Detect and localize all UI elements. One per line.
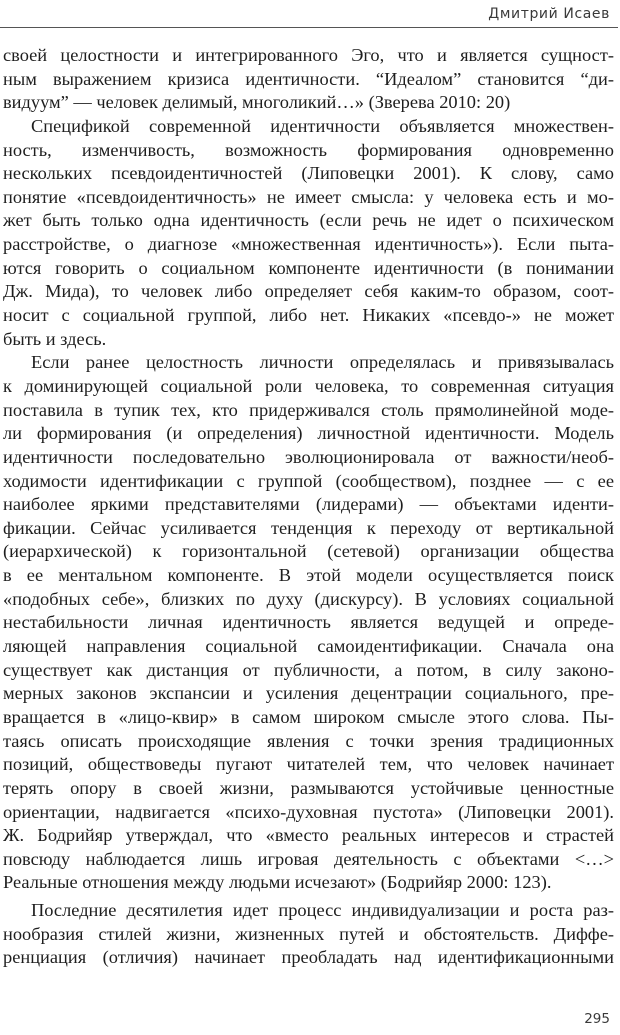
page-number: 295 [584,1011,610,1027]
text-line: Последние десятилетия идет процесс индивидуализации и роста раз- [31,900,614,921]
text-line: быть и здесь. [3,328,107,349]
text-line: в ее ментальном компоненте. В этой модели осуществляется поиск [3,565,614,586]
header-rule [0,27,618,28]
text-line: расстройстве, о диагнозе «множественная идентичность»). Если пыта- [3,234,614,255]
text-line: ренциация (отличия) начинает преобладать над идентификационными [3,947,614,968]
text-line: (иерархической) к горизонтальной (сетевой) организации общества [3,541,614,562]
text-line: Спецификой современной идентичности объявляется множествен- [31,115,614,136]
text-line: своей целостности и интегрированного Эго, что и является сущност- [3,45,614,65]
paragraph [3,115,614,351]
text-line: Если ранее целостность личности определялась и привязывалась [31,352,614,373]
text-line: вращается в «лицо-квир» в самом широком смысле этого слова. Пы- [3,706,614,727]
text-line: жет быть только одна идентичность (если речь не идет о психическом [3,210,614,231]
text-line: поставила в тупик тех, кто придерживался столь прямолинейной моде- [3,399,614,420]
text-line: идентичности последовательно эволюционировала от важности/необ- [3,446,614,467]
text-line: Дж. Мида), то человек либо определяет себя каким-то образом, соот- [3,281,614,302]
text-line: ются говорить о социальном компоненте идентичности (в понимании [3,257,614,278]
text-line: ходимости идентификации с группой (сообществом), позднее — с ее [3,470,614,491]
text-line: нообразия стилей жизни, жизненных путей и обстоятельств. Диффе- [3,923,614,944]
text-line: ность, изменчивость, возможность формирования одновременно [3,139,614,160]
text-line: таясь описать происходящие явления с точки зрения традиционных [3,730,614,751]
text-line: «подобных себе», близких по духу (дискурсу). В условиях социальной [3,588,614,609]
paragraph [3,899,614,970]
paragraph [3,44,614,115]
text-line: к доминирующей социальной роли человека, то современная ситуация [3,375,614,396]
text-line: нескольких псевдоидентичностей (Липовецки 2001). К слову, само [3,163,614,184]
text-line: терять опору в своей жизни, размываются устойчивые ценностные [3,777,614,798]
text-line: ляющей направления социальной самоидентификации. Сначала она [3,636,614,657]
text-line: Ж. Бодрийяр утверждал, что «вместо реальных интересов и страстей [3,825,614,846]
text-line: наиболее яркими представителями (лидерами) — объектами иденти- [3,494,614,515]
page-body [3,44,614,970]
running-head-author: Дмитрий Исаев [488,6,610,22]
text-line: видуум” — человек делимый, многоликий…» (Зверева 2010: 20) [3,92,511,113]
text-line: понятие «псевдоидентичность» не имеет смысла: у человека есть и мо- [3,186,614,207]
text-line: ли формирования (и определения) личностной идентичности. Модель [3,423,614,444]
text-line: ориентации, надвигается «психо-духовная пустота» (Липовецки 2001). [3,801,614,822]
text-line: фикации. Сейчас усиливается тенденция к переходу от вертикальной [3,517,614,538]
text-line: нестабильности личная идентичность является ведущей и опреде- [3,612,614,633]
text-line: Реальные отношения между людьми исчезают» (Бодрийяр 2000: 123). [3,872,552,893]
text-line: существует как дистанция от публичности, а потом, в силу законо- [3,659,614,680]
paragraph [3,351,614,895]
text-line: ным выражением кризиса идентичности. “Идеалом” становится “ди- [3,68,614,89]
text-line: позиций, обществоведы пугают читателей тем, что человек начинает [3,754,614,775]
text-line: повсюду наблюдается лишь игровая деятельность с объектами <…> [3,848,614,869]
text-line: мерных законов экспансии и усиления децентрации социального, пре- [3,683,614,704]
text-line: носит с социальной группой, либо нет. Никаких «псевдо-» не может [3,305,614,326]
